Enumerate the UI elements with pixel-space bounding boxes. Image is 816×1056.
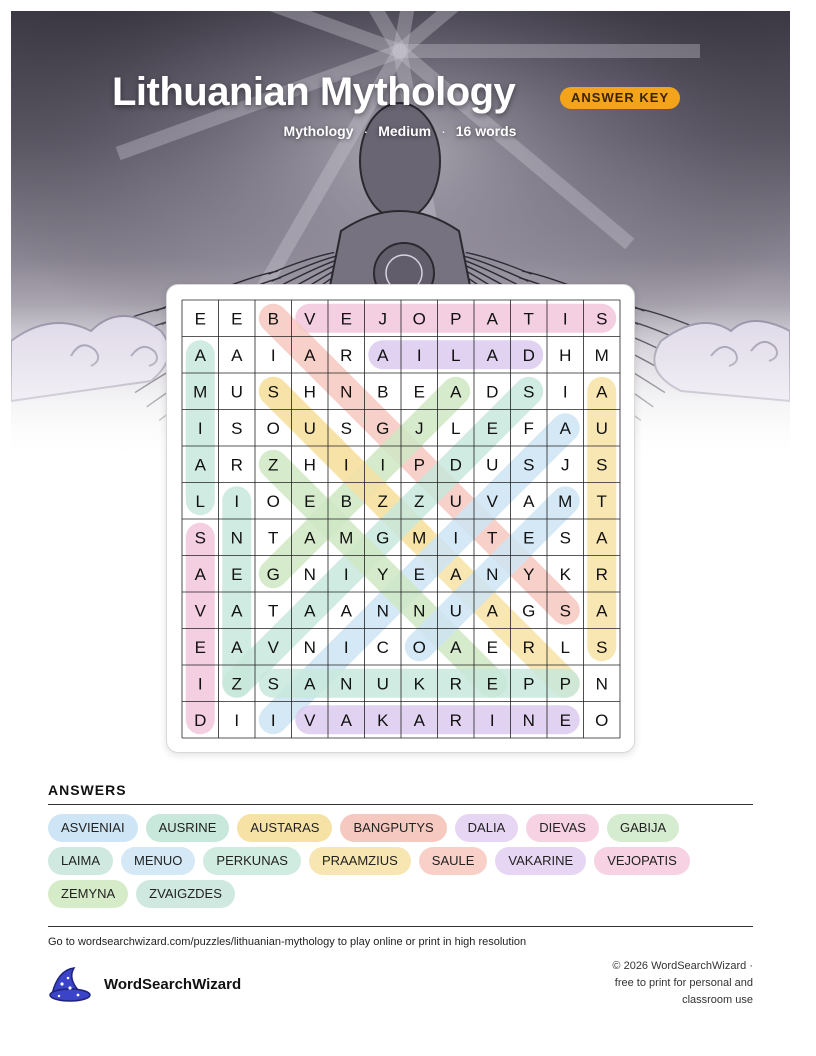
grid-letter: E [231,564,243,584]
grid-letter: N [376,601,389,621]
grid-letter: I [343,564,349,584]
grid-letter: V [194,601,206,621]
grid-letter: J [378,309,387,329]
grid-letter: M [594,345,609,365]
grid-letter: S [596,455,608,475]
grid-letter: U [303,418,316,438]
grid-letter: T [487,528,498,548]
grid-letter: Z [414,491,425,511]
grid-letter: M [193,382,208,402]
grid-letter: O [266,418,280,438]
answer-row [48,814,753,842]
grid-letter: D [486,382,499,402]
grid-letter: A [304,601,316,621]
grid-letter: H [559,345,572,365]
answer-chip: ASVIENIAI [48,814,138,842]
word-search-grid [167,285,636,754]
grid-letter: A [231,601,243,621]
grid-letter: A [340,601,352,621]
answer-chip: LAIMA [48,847,113,875]
grid-letter: S [340,418,352,438]
grid-letter: S [231,418,243,438]
grid-letter: A [486,309,498,329]
grid-letter: R [449,674,462,694]
grid-letter: R [340,345,353,365]
grid-letter: R [230,455,243,475]
grid-letter: G [522,601,536,621]
grid-letter: V [304,710,316,730]
grid-letter: I [270,710,276,730]
grid-letter: E [559,710,571,730]
answers-heading: ANSWERS [48,782,127,798]
answer-chip: ZEMYNA [48,880,128,908]
grid-letter: A [596,528,608,548]
grid-letter: G [376,528,390,548]
grid-letter: A [194,564,206,584]
grid-letter: L [451,418,461,438]
grid-letter: D [194,710,207,730]
grid-letter: Z [268,455,279,475]
grid-letter: P [413,455,425,475]
grid-letter: J [561,455,570,475]
grid-letter: G [266,564,280,584]
answer-chip: MENUO [121,847,195,875]
copyright-line: free to print for personal and [614,977,753,989]
grid-letter: P [523,674,535,694]
grid-letter: A [194,345,206,365]
grid-letter: K [559,564,571,584]
answer-chip: VAKARINE [495,847,586,875]
footer-note: Go to wordsearchwizard.com/puzzles/lithuanian-mythology to play online or print in high resolution [48,936,527,948]
grid-letter: D [449,455,462,475]
grid-letter: S [267,674,279,694]
answer-chip: PERKUNAS [203,847,301,875]
grid-letter: L [195,491,205,511]
puzzle-meta [0,123,800,139]
grid-letter: B [267,309,279,329]
brand [48,964,241,1004]
grid-letter: E [523,528,535,548]
grid-letter: U [449,601,462,621]
answer-chip: AUSTARAS [237,814,332,842]
grid-letter: D [522,345,535,365]
grid-letter: N [595,674,608,694]
category-label: Mythology [283,123,354,139]
answer-row [48,880,753,908]
page-title: Lithuanian Mythology [112,70,516,114]
grid-letter: L [451,345,461,365]
grid-letter: U [230,382,243,402]
grid-letter: T [268,601,279,621]
grid-letter: T [523,309,534,329]
grid-letter: A [596,601,608,621]
grid-letter: I [416,345,422,365]
grid-letter: I [380,455,386,475]
grid-letter: U [486,455,499,475]
grid-letter: C [376,637,389,657]
grid-letter: N [340,674,353,694]
grid-letter: I [562,382,568,402]
grid-letter: I [343,455,349,475]
answer-list [48,814,753,913]
grid-letter: E [413,564,425,584]
grid-letter: A [450,637,462,657]
grid-letter: H [303,382,316,402]
grid-letter: S [194,528,206,548]
grid-letter: U [595,418,608,438]
grid-letter: A [596,382,608,402]
wizard-hat-icon [48,964,92,1004]
grid-letter: A [486,345,498,365]
grid-letter: A [559,418,571,438]
grid-letter: I [270,345,276,365]
word-count-label: 16 words [455,123,517,139]
grid-letter: A [486,601,498,621]
grid-letter: A [413,710,425,730]
grid-letter: I [453,528,459,548]
grid-letter: U [449,491,462,511]
grid-letter: A [304,674,316,694]
grid-letter: S [596,637,608,657]
grid-letter: Y [523,564,535,584]
copyright-notice [583,958,753,1009]
grid-letter: N [230,528,243,548]
grid-letter: I [234,710,240,730]
grid-letter: N [413,601,426,621]
grid-letter: A [523,491,535,511]
grid-letter: U [376,674,389,694]
grid-letter: Y [377,564,389,584]
grid-letter: Z [377,491,388,511]
grid-letter: V [267,637,279,657]
grid-letter: L [560,637,570,657]
answer-chip: VEJOPATIS [594,847,690,875]
grid-letter: A [194,455,206,475]
grid-letter: I [562,309,568,329]
brand-name: WordSearchWizard [104,975,242,993]
grid-letter: S [596,309,608,329]
grid-letter: E [194,637,206,657]
grid-letter: S [523,455,535,475]
grid-letter: I [343,637,349,657]
grid-letter: S [559,528,571,548]
grid-letter: M [339,528,354,548]
grid-letter: M [412,528,427,548]
grid-letter: S [267,382,279,402]
grid-letter: K [413,674,425,694]
grid-letter: Z [231,674,242,694]
answer-chip: BANGPUTYS [340,814,446,842]
answer-key-badge: ANSWER KEY [560,87,680,109]
answer-chip: AUSRINE [146,814,230,842]
grid-letter: O [266,491,280,511]
copyright-line: classroom use [682,994,753,1006]
grid-letter: B [377,382,389,402]
grid-letter: E [231,309,243,329]
grid-letter: O [595,710,609,730]
grid-letter: E [486,418,498,438]
answer-chip: GABIJA [607,814,679,842]
grid-letter: A [377,345,389,365]
puzzle-card [166,284,635,753]
difficulty-label: Medium [378,123,432,139]
grid-letter: E [304,491,316,511]
grid-letter: T [268,528,279,548]
grid-letter: V [304,309,316,329]
grid-letter: O [412,309,426,329]
grid-letter: R [522,637,535,657]
grid-letter: P [559,674,571,694]
grid-letter: A [340,710,352,730]
grid-letter: F [523,418,534,438]
grid-letter: A [304,528,316,548]
copyright-line: © 2026 WordSearchWizard · [612,960,753,972]
grid-letter: N [486,564,499,584]
grid-letter: B [340,491,352,511]
grid-letter: E [486,637,498,657]
separator-dot: · [441,123,446,139]
answer-chip: PRAAMZIUS [309,847,411,875]
grid-letter: P [450,309,462,329]
answer-chip: ZVAIGZDES [136,880,235,908]
grid-letter: E [340,309,352,329]
answer-row [48,847,753,875]
separator-dot: · [363,123,369,139]
grid-letter: S [559,601,571,621]
grid-letter: K [377,710,389,730]
answer-chip: SAULE [419,847,488,875]
grid-letter: A [231,345,243,365]
grid-letter: A [450,382,462,402]
answer-chip: DIEVAS [526,814,599,842]
grid-letter: E [194,309,206,329]
grid-letter: I [234,491,240,511]
grid-letter: I [197,418,203,438]
grid-letter: N [303,564,316,584]
grid-letter: M [558,491,573,511]
grid-letter: A [231,637,243,657]
grid-letter: I [197,674,203,694]
grid-letter: T [596,491,607,511]
divider [48,926,753,927]
grid-letter: R [449,710,462,730]
grid-letter: E [413,382,425,402]
grid-letter: G [376,418,390,438]
grid-letter: J [415,418,424,438]
grid-letter: N [340,382,353,402]
grid-letter: A [304,345,316,365]
grid-letter: I [489,710,495,730]
grid-letter: N [522,710,535,730]
grid-letter: H [303,455,316,475]
grid-letter: N [303,637,316,657]
answer-chip: DALIA [455,814,519,842]
grid-letter: S [523,382,535,402]
grid-letter: O [412,637,426,657]
grid-letter: V [486,491,498,511]
grid-letter: R [595,564,608,584]
divider [48,804,753,805]
grid-letter: E [486,674,498,694]
grid-letter: A [450,564,462,584]
